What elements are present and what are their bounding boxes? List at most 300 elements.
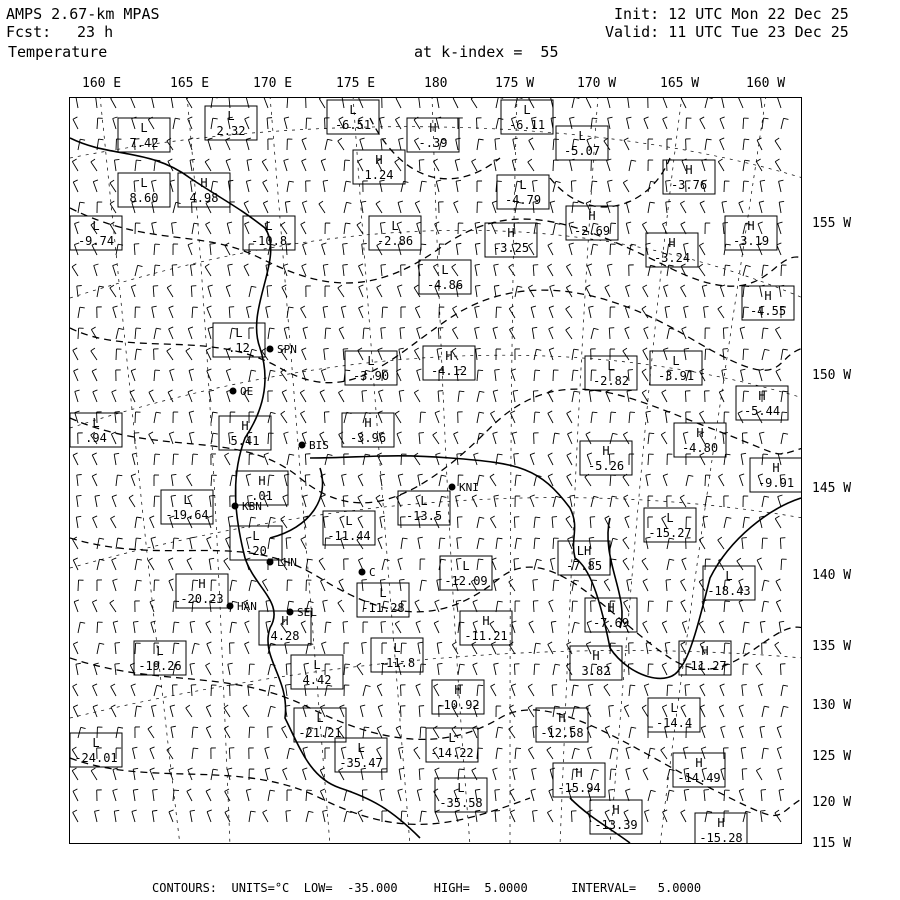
wind-barb	[496, 748, 502, 759]
wind-barb	[135, 601, 140, 612]
wind-barb	[135, 727, 140, 738]
wind-barb	[610, 769, 616, 780]
wind-barb	[414, 390, 420, 402]
extremum-box	[291, 655, 343, 689]
wind-barb	[705, 223, 710, 234]
wind-barb	[246, 474, 251, 486]
wind-barb	[249, 580, 256, 591]
wind-barb	[458, 664, 465, 675]
wind-barb	[552, 685, 557, 696]
extremum-box	[70, 733, 122, 767]
station-label: BIS	[309, 439, 329, 452]
extremum-value: -21.21	[298, 726, 342, 740]
wind-barb	[249, 748, 254, 759]
wind-barb	[724, 790, 730, 801]
wind-barb	[112, 558, 117, 570]
wind-barb	[756, 768, 762, 780]
wind-barb	[73, 810, 78, 822]
wind-barb	[186, 348, 192, 360]
extremum-type: H	[454, 683, 462, 697]
wind-barb	[780, 538, 785, 549]
wind-barb	[76, 663, 81, 675]
wind-barb	[249, 370, 256, 381]
wind-barb	[268, 328, 275, 339]
wind-barb	[496, 349, 501, 360]
wind-barb	[624, 138, 629, 150]
wind-barb	[400, 579, 405, 591]
wind-barb	[439, 202, 444, 213]
wind-barb	[363, 181, 368, 192]
wind-barb	[190, 537, 195, 549]
wind-barb	[229, 307, 234, 318]
extremum-value: -7.69	[592, 616, 630, 630]
wind-barb	[667, 685, 673, 696]
wind-barb	[225, 810, 230, 822]
extremum-type: H	[507, 226, 515, 240]
wind-barb	[207, 537, 212, 549]
wind-barb	[610, 496, 617, 507]
wind-barb	[439, 475, 446, 486]
wind-barb	[742, 538, 747, 549]
wind-barb	[398, 558, 403, 570]
wind-barb	[682, 558, 687, 570]
wind-barb	[741, 369, 746, 381]
wind-barb	[686, 454, 691, 465]
wind-barb	[436, 180, 441, 192]
wind-barb	[567, 642, 572, 654]
wind-barb	[587, 621, 592, 633]
wind-barb	[572, 601, 578, 612]
wind-barb	[319, 558, 325, 570]
wind-barb	[779, 285, 784, 297]
extremum-value: 2.32	[216, 124, 246, 138]
wind-barb	[663, 117, 668, 129]
wind-barb	[341, 306, 346, 318]
wind-barb	[702, 159, 707, 171]
extremum-type: L	[349, 103, 357, 117]
wind-barb	[323, 264, 328, 276]
extremum-type: L	[462, 559, 470, 573]
wind-barb	[591, 412, 597, 423]
wind-barb	[116, 349, 121, 360]
extremum-type: H	[772, 461, 780, 475]
wind-barb	[170, 369, 175, 381]
wind-barb	[705, 559, 711, 570]
wind-barb	[741, 747, 746, 759]
extremum-box	[566, 206, 618, 240]
wind-barb	[509, 579, 515, 591]
wind-barb	[340, 516, 345, 528]
wind-barb	[740, 327, 745, 339]
wind-barb	[722, 98, 727, 108]
wind-barb	[743, 286, 749, 297]
wind-barb	[762, 601, 769, 612]
wind-barb	[230, 643, 235, 654]
wind-barb	[114, 453, 119, 465]
wind-barb	[534, 349, 541, 360]
wind-barb	[719, 705, 724, 717]
extremum-value: -20.23	[180, 592, 224, 606]
wind-barb	[762, 706, 769, 717]
wind-barb	[301, 537, 306, 549]
wind-barb	[243, 705, 249, 717]
wind-barb	[588, 684, 593, 696]
extremum-type: H	[241, 419, 249, 433]
wind-barb	[72, 159, 78, 171]
wind-barb	[439, 496, 446, 507]
lon-label-135w: 135 W	[812, 639, 852, 654]
wind-barb	[211, 685, 216, 696]
wind-barb	[207, 306, 212, 318]
wind-barb	[589, 306, 594, 318]
extremum-value: -35.47	[339, 756, 383, 770]
wind-barb	[781, 706, 788, 717]
extremum-type: H	[575, 766, 583, 780]
extremum-box	[558, 541, 610, 575]
wind-barb	[589, 390, 594, 402]
wind-barb	[224, 453, 230, 465]
wind-barb	[268, 412, 276, 423]
wind-barb	[192, 307, 198, 318]
wind-barb	[705, 391, 710, 402]
wind-barb	[456, 600, 461, 612]
wind-barb	[111, 432, 116, 444]
wind-barb	[283, 768, 288, 780]
wind-barb	[515, 349, 520, 360]
wind-barb	[642, 222, 648, 234]
wind-barb	[357, 663, 363, 675]
extremum-value: 4.28	[270, 629, 300, 643]
wind-barb	[665, 642, 670, 654]
extremum-value: -3.25	[492, 241, 530, 255]
wind-barb	[148, 726, 154, 738]
wind-barb	[382, 811, 387, 822]
wind-barb	[572, 98, 579, 108]
wind-barb	[777, 747, 782, 759]
extremum-value: .01	[251, 489, 273, 503]
wind-barb	[344, 454, 349, 465]
lon-label-155w: 155 W	[812, 216, 852, 231]
wind-barb	[743, 307, 749, 318]
wind-barb	[116, 139, 121, 150]
wind-barb	[419, 769, 424, 780]
extremum-box	[230, 526, 282, 560]
wind-barb	[739, 600, 744, 612]
wind-barb	[399, 390, 404, 402]
wind-barb	[648, 496, 653, 507]
extremum-box	[323, 511, 375, 545]
wind-barb	[533, 601, 538, 612]
extremum-type: LH	[576, 544, 592, 558]
wind-barb	[662, 621, 667, 633]
wind-barb	[91, 768, 97, 780]
lon-label-130w: 130 W	[812, 698, 852, 713]
wind-barb	[629, 160, 636, 171]
wind-barb	[92, 369, 97, 381]
wind-barb	[642, 705, 648, 717]
wind-barb	[73, 789, 78, 801]
lon-label-165e: 165 E	[170, 76, 210, 91]
wind-barb	[646, 411, 651, 423]
wind-barb	[720, 684, 725, 696]
wind-barb	[284, 327, 289, 339]
wind-barb	[739, 201, 744, 213]
extremum-value: -15.94	[557, 781, 601, 795]
wind-barb	[263, 180, 268, 192]
wind-barb	[718, 474, 724, 486]
wind-barb	[553, 223, 560, 234]
extremum-value: -12.58	[540, 726, 584, 740]
wind-barb	[531, 306, 536, 318]
wind-barb	[77, 495, 82, 507]
extremum-type: L	[607, 359, 615, 373]
contours-label: CONTOURS:	[152, 881, 218, 895]
wind-barb	[572, 685, 579, 696]
wind-barb	[759, 369, 764, 381]
wind-barb	[476, 118, 481, 129]
wind-barb	[439, 244, 444, 255]
wind-barb	[169, 558, 174, 570]
wind-barb	[227, 222, 232, 234]
wind-barb	[192, 643, 199, 654]
wind-barb	[302, 348, 307, 360]
wind-barb	[211, 748, 216, 759]
extremum-type: L	[252, 529, 260, 543]
wind-barb	[225, 243, 230, 255]
wind-barb	[173, 538, 179, 549]
wind-barb	[513, 390, 518, 402]
wind-barb	[494, 495, 499, 507]
wind-barb	[685, 391, 690, 402]
wind-barb	[112, 390, 117, 402]
extremum-type: H	[200, 176, 208, 190]
extremum-box	[695, 813, 747, 843]
wind-barb	[762, 580, 769, 591]
wind-barb	[268, 391, 273, 402]
wind-barb	[666, 580, 671, 591]
wind-barb	[667, 454, 672, 465]
wind-barb	[472, 642, 477, 654]
wind-barb	[743, 349, 749, 360]
extremum-type: H	[602, 444, 610, 458]
wind-barb	[210, 495, 215, 507]
wind-barb	[528, 684, 534, 696]
wind-barb	[249, 727, 255, 738]
wind-barb	[743, 517, 750, 528]
wind-barb	[681, 98, 686, 108]
wind-barb	[113, 789, 118, 801]
wind-barb	[625, 516, 630, 528]
wind-barb	[781, 118, 788, 129]
wind-barb	[477, 559, 483, 570]
wind-barb	[513, 768, 518, 780]
wind-barb	[779, 201, 784, 213]
wind-barb	[362, 642, 367, 654]
extremum-value: 4.42	[302, 673, 332, 687]
wind-barb	[131, 285, 136, 297]
wind-barb	[547, 810, 553, 822]
wind-barb	[648, 433, 654, 444]
wind-barb	[344, 643, 349, 654]
extremum-box	[673, 753, 725, 787]
extremum-value: -13.39	[594, 818, 638, 832]
wind-barb	[150, 516, 155, 528]
wind-barb	[719, 621, 724, 633]
wind-barb	[591, 118, 597, 129]
wind-barb	[325, 139, 332, 150]
wind-barb	[496, 727, 503, 738]
wind-barb	[206, 663, 211, 675]
wind-barb	[491, 642, 496, 654]
wind-barb	[152, 98, 157, 108]
wind-barb	[398, 789, 403, 801]
extremum-type: H	[696, 426, 704, 440]
wind-barb	[586, 98, 591, 108]
wind-barb	[135, 412, 140, 423]
wind-barb	[530, 495, 535, 507]
wind-barb	[437, 579, 442, 591]
wind-barb	[762, 643, 767, 654]
wind-barb	[192, 580, 198, 591]
wind-barb	[420, 811, 427, 822]
wind-barb	[284, 432, 289, 444]
wind-barb	[419, 433, 424, 444]
extremum-value: -11.27	[683, 659, 727, 673]
wind-barb	[186, 98, 192, 108]
extremum-value: -2.82	[592, 374, 630, 388]
extremum-type: H	[668, 236, 676, 250]
wind-barb	[152, 222, 157, 234]
wind-barb	[135, 265, 142, 276]
extremum-value: -3.90	[352, 369, 390, 383]
extremum-box	[407, 118, 459, 152]
wind-barb	[684, 306, 689, 318]
extremum-box	[426, 728, 478, 762]
wind-barb	[173, 244, 178, 255]
wind-barb	[549, 348, 554, 360]
wind-barb	[395, 117, 401, 129]
wind-barb	[552, 517, 557, 528]
wind-barb	[528, 243, 534, 255]
wind-barb	[572, 622, 579, 633]
wind-barb	[110, 285, 116, 297]
wind-barb	[648, 748, 655, 759]
wind-barb	[743, 664, 748, 675]
wind-barb	[249, 811, 256, 822]
wind-barb	[642, 369, 648, 381]
wind-barb	[74, 369, 79, 381]
extremum-box	[553, 763, 605, 797]
wind-barb	[781, 685, 788, 696]
wind-barb	[529, 621, 534, 633]
wind-barb	[320, 390, 325, 402]
wind-barb	[547, 264, 553, 276]
extremum-type: L	[523, 103, 531, 117]
wind-barb	[378, 537, 383, 549]
wind-barb	[133, 768, 138, 780]
wind-barb	[361, 201, 366, 213]
wind-barb	[97, 790, 102, 801]
wind-barb	[113, 117, 118, 129]
wind-barb	[493, 327, 498, 339]
wind-barb	[437, 642, 442, 654]
wind-barb	[150, 768, 155, 780]
wind-barb	[473, 600, 478, 612]
wind-barb	[515, 748, 521, 759]
wind-barb	[604, 138, 610, 150]
wind-barb	[321, 159, 326, 171]
wind-barb	[456, 138, 461, 150]
wind-barb	[132, 747, 137, 759]
wind-barb	[643, 285, 648, 297]
wind-barb	[457, 538, 462, 549]
extremum-box	[419, 260, 471, 294]
wind-barb	[188, 327, 193, 339]
wind-barb	[226, 159, 231, 171]
wind-barb	[681, 810, 686, 822]
wind-barb	[132, 810, 137, 822]
wind-barb	[512, 159, 517, 171]
wind-barb	[380, 117, 385, 129]
wind-barb	[358, 348, 363, 360]
wind-barb	[551, 117, 556, 129]
wind-barb	[338, 600, 344, 612]
wind-barb	[268, 727, 273, 738]
wind-barb	[378, 390, 383, 402]
wind-barb	[399, 138, 404, 150]
wind-barb	[207, 369, 212, 381]
wind-barb	[762, 538, 768, 549]
wind-barb	[780, 664, 785, 675]
wind-barb	[321, 369, 326, 381]
extremum-type: H	[429, 121, 437, 135]
wind-barb	[170, 180, 175, 192]
extremum-value: -14.22	[430, 746, 474, 760]
wind-barb	[572, 748, 580, 759]
wind-barb	[377, 684, 382, 696]
extremum-box	[750, 458, 801, 492]
wind-barb	[724, 181, 729, 192]
station-label: SEL	[297, 606, 317, 619]
extremum-box	[648, 698, 700, 732]
wind-barb	[644, 327, 649, 339]
wind-barb	[624, 705, 629, 717]
wind-barb	[303, 768, 308, 780]
wind-barb	[323, 306, 328, 318]
wind-barb	[344, 811, 352, 822]
wind-barb	[757, 138, 762, 150]
wind-barb	[191, 286, 196, 297]
wind-barb	[111, 684, 116, 696]
wind-barb	[72, 264, 78, 276]
model-title: AMPS 2.67-km MPAS	[6, 5, 160, 23]
extremum-value: -15.28	[699, 831, 743, 843]
wind-barb	[344, 559, 349, 570]
temperature-map[interactable]	[69, 97, 802, 844]
extremum-type: L	[183, 493, 191, 507]
wind-barb	[781, 391, 788, 402]
wind-barb	[324, 412, 329, 423]
extremum-box	[663, 160, 715, 194]
wind-barb	[610, 244, 616, 255]
wind-barb	[528, 159, 534, 171]
extremum-value: -15.27	[648, 526, 692, 540]
extremum-type: L	[519, 178, 527, 192]
wind-barb	[135, 307, 140, 318]
wind-barb	[207, 642, 212, 654]
wind-barb	[458, 223, 463, 234]
extremum-box	[205, 106, 257, 140]
